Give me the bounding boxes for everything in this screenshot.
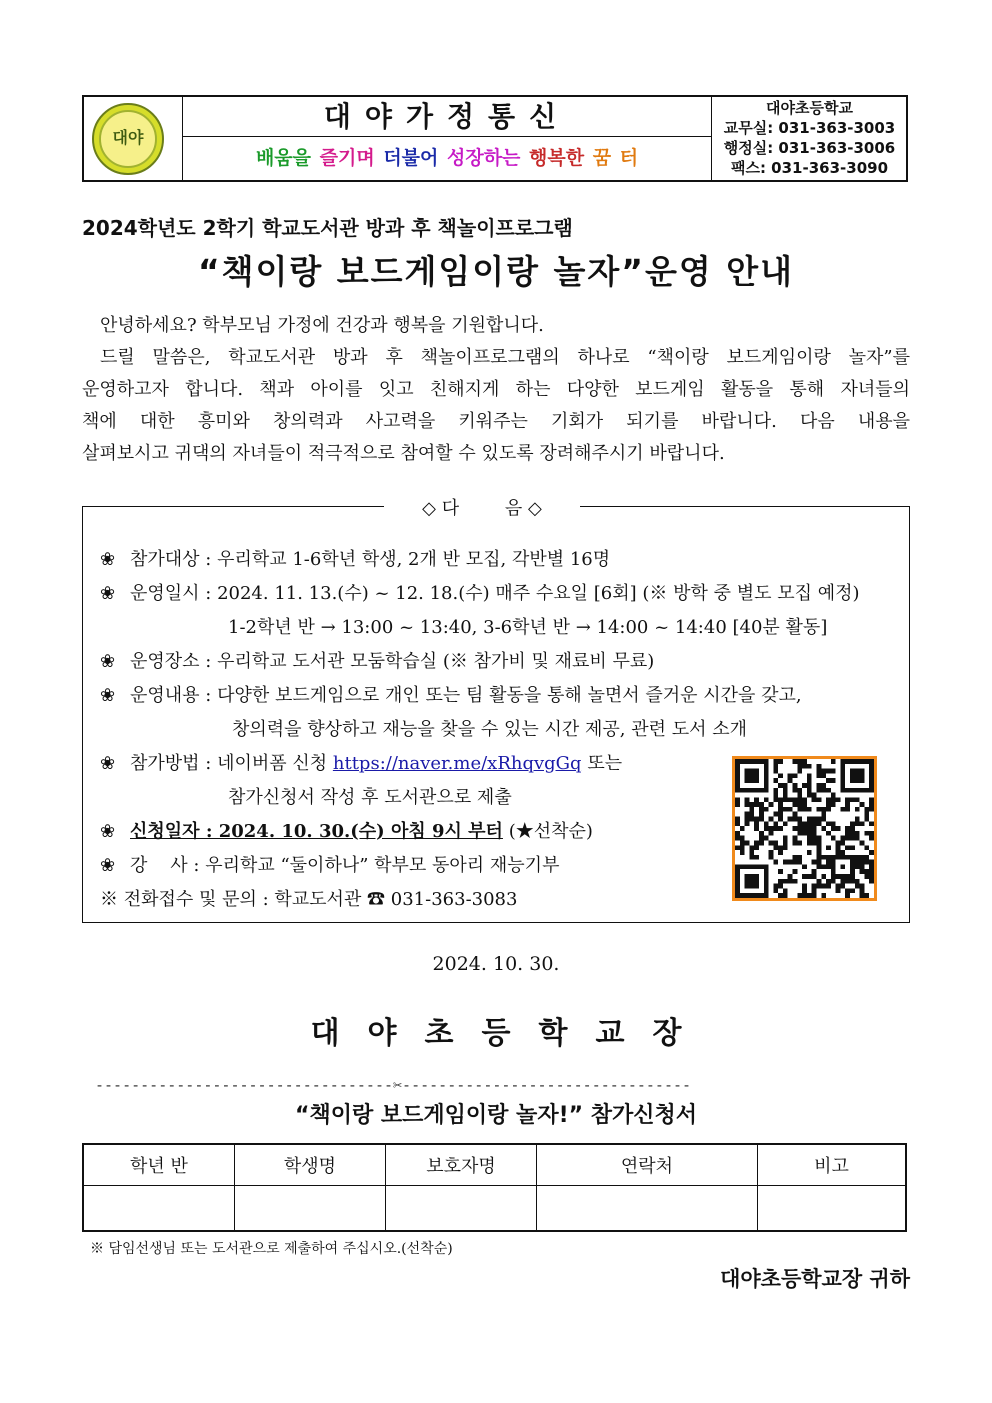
- content-value: 다양한 보드게임으로 개인 또는 팀 활동을 통해 놀면서 즐거운 시간을 갖고,: [217, 685, 802, 706]
- notice-heading: ◇ 다 음 ◇: [384, 494, 580, 520]
- content-label: 운영내용 :: [130, 685, 212, 706]
- contact-row: ※ 전화접수 및 문의 : 학교도서관 ☎ 031-363-3083: [100, 889, 518, 910]
- school-contact-info: [711, 97, 907, 181]
- apply-note: (★선착순): [508, 821, 593, 842]
- instructor-value: 우리학교 “둘이하나” 학부모 동아리 재능기부: [205, 855, 560, 876]
- content-value-2: 창의력을 향상하고 재능을 찾을 수 있는 시간 제공, 관련 도서 소개: [232, 719, 748, 740]
- remarks-field[interactable]: [758, 1186, 907, 1232]
- slogan-word: 행복한: [529, 147, 585, 169]
- school-logo: [92, 103, 164, 175]
- place-value: 우리학교 도서관 모둠학습실 (※ 참가비 및 재료비 무료): [217, 651, 655, 672]
- guardian-name-field[interactable]: [386, 1186, 537, 1232]
- flower-bullet-icon: ❀: [100, 821, 116, 842]
- schedule-times: 1-2학년 반 → 13:00 ~ 13:40, 3-6학년 반 → 14:00 ~ 14:40 [40분 활동]: [228, 617, 828, 638]
- method-label: 참가방법 :: [130, 753, 212, 774]
- fax-number: 팩스: 031-363-3090: [730, 159, 889, 177]
- issue-date: 2024. 10. 30.: [432, 953, 560, 975]
- schedule-label: 운영일시 :: [130, 583, 212, 604]
- slogan-word: 배움을: [255, 147, 311, 169]
- flower-bullet-icon: ❀: [100, 651, 116, 672]
- page-title: “책이랑 보드게임이랑 놀자”운영 안내: [197, 252, 794, 291]
- content-row: [100, 679, 802, 713]
- flower-bullet-icon: ❀: [100, 685, 116, 706]
- slogan-word: 더불어: [383, 147, 439, 169]
- newsletter-title: 대야가정통신: [183, 97, 711, 137]
- schedule-row: [100, 577, 860, 611]
- apply-date: 신청일자 : 2024. 10. 30.(수) 아침 9시 부터: [130, 821, 503, 842]
- target-label: 참가대상 :: [130, 549, 212, 570]
- principal-signature: 대야초등학교장: [310, 1016, 710, 1051]
- qr-code-icon: [735, 759, 874, 898]
- qr-code[interactable]: [732, 756, 877, 901]
- intro-line: 살펴보시고 귀댁의 자녀들이 적극적으로 참여할 수 있도록 장려해주시기 바랍니다.: [82, 443, 725, 464]
- slogan-word: 꿈 터: [592, 147, 639, 169]
- program-subtitle: 2024학년도 2학기 학교도서관 방과 후 책놀이프로그램: [82, 216, 573, 240]
- logo-cell: [84, 97, 183, 180]
- contact-field[interactable]: [537, 1186, 758, 1232]
- col-guardian-name: 보호자명: [386, 1144, 537, 1186]
- submission-note: ※ 담임선생님 또는 도서관으로 제출하여 주십시오.(선착순): [90, 1241, 453, 1257]
- method-or: 또는: [587, 753, 623, 774]
- intro-line: 운영하고자 합니다. 책과 아이를 잇고 친해지게 하는 다양한 보드게임 활동을 통해 자녀들의: [82, 379, 910, 400]
- logo-text: 대야: [112, 128, 144, 147]
- grade-class-field[interactable]: [83, 1186, 235, 1232]
- cut-line-scissors-icon: ---------------------------------✂--------------------------------: [95, 1076, 692, 1094]
- phone-office: 교무실: 031-363-3003: [723, 119, 896, 137]
- method-row: [100, 747, 622, 781]
- slogan-word: 즐기며: [319, 147, 375, 169]
- phone-admin: 행정실: 031-363-3006: [723, 139, 896, 157]
- intro-line: 책에 대한 흥미와 창의력과 사고력을 키워주는 기회가 되기를 바랍니다. 다음 내용을: [82, 411, 910, 432]
- instructor-label: 강 사 :: [130, 855, 200, 876]
- flower-bullet-icon: ❀: [100, 549, 116, 570]
- greeting-text: 안녕하세요? 학부모님 가정에 건강과 행복을 기원합니다.: [100, 315, 544, 336]
- target-row: [100, 543, 610, 577]
- col-remarks: 비고: [758, 1144, 907, 1186]
- newsletter-header: [82, 95, 908, 182]
- naver-form-link[interactable]: https://naver.me/xRhqvgGq: [332, 753, 582, 774]
- table-header-row: [83, 1144, 906, 1186]
- method-value: 네이버폼 신청: [217, 753, 328, 774]
- addressee: 대야초등학교장 귀하: [720, 1267, 910, 1291]
- student-name-field[interactable]: [235, 1186, 386, 1232]
- slogan-word: 성장하는: [447, 147, 521, 169]
- col-grade-class: 학년 반: [83, 1144, 235, 1186]
- place-label: 운영장소 :: [130, 651, 212, 672]
- application-table: [82, 1143, 907, 1232]
- instructor-row: [100, 849, 559, 883]
- intro-line: 드릴 말씀은, 학교도서관 방과 후 책놀이프로그램의 하나로 “책이랑 보드게임이랑 놀자”를: [100, 347, 910, 368]
- apply-row: [100, 815, 593, 849]
- target-value: 우리학교 1-6학년 학생, 2개 반 모집, 각반별 16명: [217, 549, 611, 570]
- application-form-title: “책이랑 보드게임이랑 놀자!” 참가신청서: [295, 1103, 697, 1128]
- schedule-value: 2024. 11. 13.(수) ~ 12. 18.(수) 매주 수요일 [6회] (※ 방학 중 별도 모집 예정): [217, 583, 860, 604]
- flower-bullet-icon: ❀: [100, 753, 116, 774]
- method-value-2: 참가신청서 작성 후 도서관으로 제출: [228, 787, 512, 808]
- flower-bullet-icon: ❀: [100, 583, 116, 604]
- flower-bullet-icon: ❀: [100, 855, 116, 876]
- slogan: [183, 137, 711, 180]
- col-contact: 연락처: [537, 1144, 758, 1186]
- col-student-name: 학생명: [235, 1144, 386, 1186]
- school-name: 대야초등학교: [766, 99, 853, 117]
- place-row: [100, 645, 654, 679]
- table-row: [83, 1186, 906, 1232]
